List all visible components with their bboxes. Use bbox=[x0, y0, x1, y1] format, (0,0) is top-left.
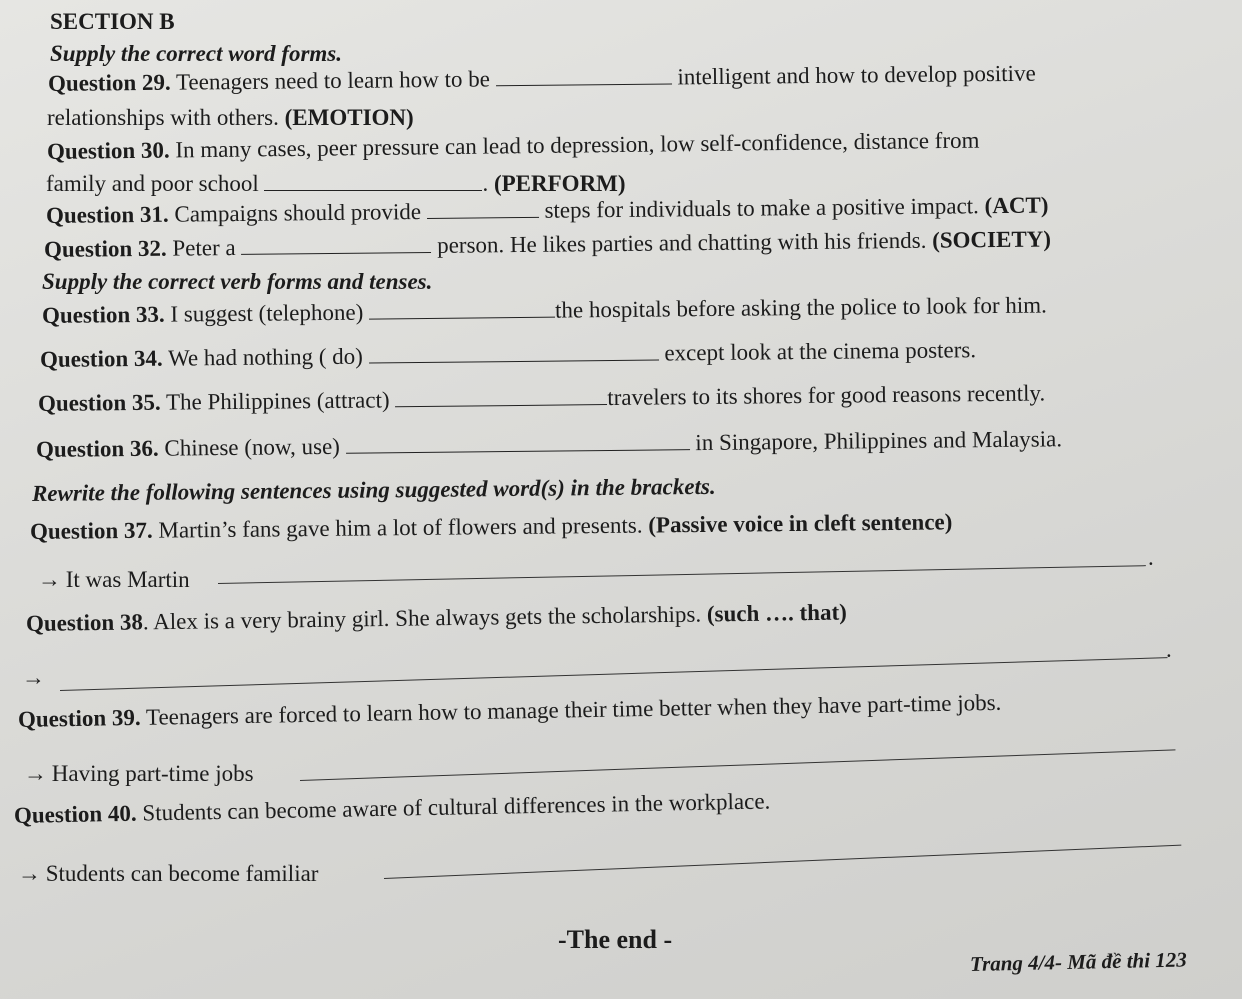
q36-text-after: in Singapore, Philippines and Malaysia. bbox=[695, 426, 1063, 456]
section-title: SECTION B bbox=[50, 9, 175, 34]
q33-label: Question 33. bbox=[41, 301, 165, 328]
question-36 bbox=[36, 425, 1062, 464]
question-30 bbox=[47, 127, 980, 166]
word-forms-heading: Supply the correct word forms. bbox=[50, 41, 342, 66]
question-37 bbox=[30, 508, 953, 546]
q38-answer-line[interactable] bbox=[60, 657, 1168, 691]
question-30-cont bbox=[46, 170, 626, 198]
question-33 bbox=[42, 291, 1047, 330]
q32-text-before: Peter a bbox=[172, 234, 236, 261]
question-39 bbox=[18, 689, 1002, 734]
q37-text: Martin’s fans gave him a lot of flowers and presents. bbox=[158, 512, 643, 543]
q34-answer-blank[interactable] bbox=[369, 342, 659, 364]
q34-text-before: We had nothing ( do) bbox=[167, 343, 364, 371]
q38-cue: (such …. that) bbox=[706, 599, 847, 627]
q39-answer-line[interactable] bbox=[300, 749, 1176, 781]
verb-forms-heading: Supply the correct verb forms and tenses. bbox=[42, 269, 433, 294]
q30-answer-blank[interactable] bbox=[264, 172, 482, 191]
question-37-answer bbox=[38, 566, 190, 594]
the-end: -The end - bbox=[558, 925, 673, 954]
question-35 bbox=[38, 379, 1046, 418]
question-38-answer bbox=[22, 664, 44, 692]
arrow-icon: → bbox=[38, 567, 61, 592]
arrow-icon: → bbox=[22, 665, 45, 690]
q32-text-after: person. He likes parties and chatting with his friends. bbox=[436, 227, 927, 258]
question-40-answer bbox=[18, 860, 318, 888]
arrow-icon: → bbox=[24, 761, 47, 786]
q29-text-cont: relationships with others. bbox=[47, 105, 279, 130]
q36-text-before: Chinese (now, use) bbox=[164, 433, 340, 461]
q29-cue: (EMOTION) bbox=[284, 105, 414, 130]
q30-text: In many cases, peer pressure can lead to depression, low self-confidence, distance from bbox=[175, 127, 980, 163]
q29-answer-blank[interactable] bbox=[496, 65, 672, 86]
q38-end: . bbox=[1166, 637, 1172, 662]
question-39-answer bbox=[24, 760, 254, 788]
q31-text-after: steps for individuals to make a positive impact. bbox=[544, 193, 979, 223]
q37-end: . bbox=[1148, 545, 1154, 570]
q35-label: Question 35. bbox=[37, 389, 161, 416]
arrow-icon: → bbox=[18, 861, 41, 886]
q29-text-after: intelligent and how to develop positive bbox=[677, 60, 1036, 90]
q30-text-cont: family and poor school bbox=[46, 171, 259, 196]
question-29-cont bbox=[47, 104, 414, 132]
q36-answer-blank[interactable] bbox=[345, 431, 689, 454]
q33-answer-blank[interactable] bbox=[369, 299, 555, 320]
q35-text-after: travelers to its shores for good reasons recently. bbox=[607, 380, 1046, 411]
question-40 bbox=[14, 787, 771, 830]
q39-label: Question 39. bbox=[17, 704, 141, 732]
q37-label: Question 37. bbox=[29, 517, 153, 544]
page-footer: Trang 4/4- Mã đề thi 123 bbox=[969, 947, 1188, 976]
q38-text: . Alex is a very brainy girl. She always gets the scholarships. bbox=[142, 601, 702, 635]
q40-label: Question 40. bbox=[13, 800, 137, 828]
q35-answer-blank[interactable] bbox=[395, 386, 607, 407]
q30-label: Question 30. bbox=[46, 137, 170, 164]
q40-start: Students can become familiar bbox=[45, 861, 319, 886]
q37-answer-line[interactable] bbox=[218, 565, 1146, 584]
q31-answer-blank[interactable] bbox=[427, 199, 539, 219]
q40-answer-line[interactable] bbox=[384, 845, 1181, 879]
q29-text-before: Teenagers need to learn how to be bbox=[175, 66, 491, 95]
q40-text: Students can become aware of cultural differences in the workplace. bbox=[142, 788, 771, 826]
question-34 bbox=[40, 336, 976, 374]
q39-start: Having part-time jobs bbox=[51, 761, 254, 786]
rewrite-heading: Rewrite the following sentences using suggested word(s) in the brackets. bbox=[31, 473, 716, 506]
q35-text-before: The Philippines (attract) bbox=[165, 387, 390, 415]
q31-label: Question 31. bbox=[45, 201, 169, 228]
q31-text-before: Campaigns should provide bbox=[174, 199, 422, 227]
q33-text-after: the hospitals before asking the police to look for him. bbox=[554, 292, 1047, 323]
q38-label: Question 38 bbox=[25, 609, 144, 636]
q37-start: It was Martin bbox=[65, 567, 190, 592]
q33-text-before: I suggest (telephone) bbox=[170, 299, 364, 327]
q32-label: Question 32. bbox=[43, 235, 167, 262]
q30-end: . bbox=[482, 171, 489, 196]
q30-cue: (PERFORM) bbox=[493, 171, 626, 196]
q32-answer-blank[interactable] bbox=[241, 234, 431, 255]
q31-cue: (ACT) bbox=[984, 192, 1049, 219]
q29-label: Question 29. bbox=[47, 69, 171, 96]
question-32 bbox=[44, 225, 1051, 264]
q32-cue: (SOCIETY) bbox=[932, 226, 1052, 253]
q34-label: Question 34. bbox=[39, 345, 163, 372]
q39-text: Teenagers are forced to learn how to manage their time better when they have part-time jobs. bbox=[145, 689, 1002, 730]
q37-cue: (Passive voice in cleft sentence) bbox=[648, 509, 953, 538]
q36-label: Question 36. bbox=[35, 435, 159, 462]
q34-text-after: except look at the cinema posters. bbox=[664, 337, 977, 366]
question-38 bbox=[26, 599, 847, 638]
